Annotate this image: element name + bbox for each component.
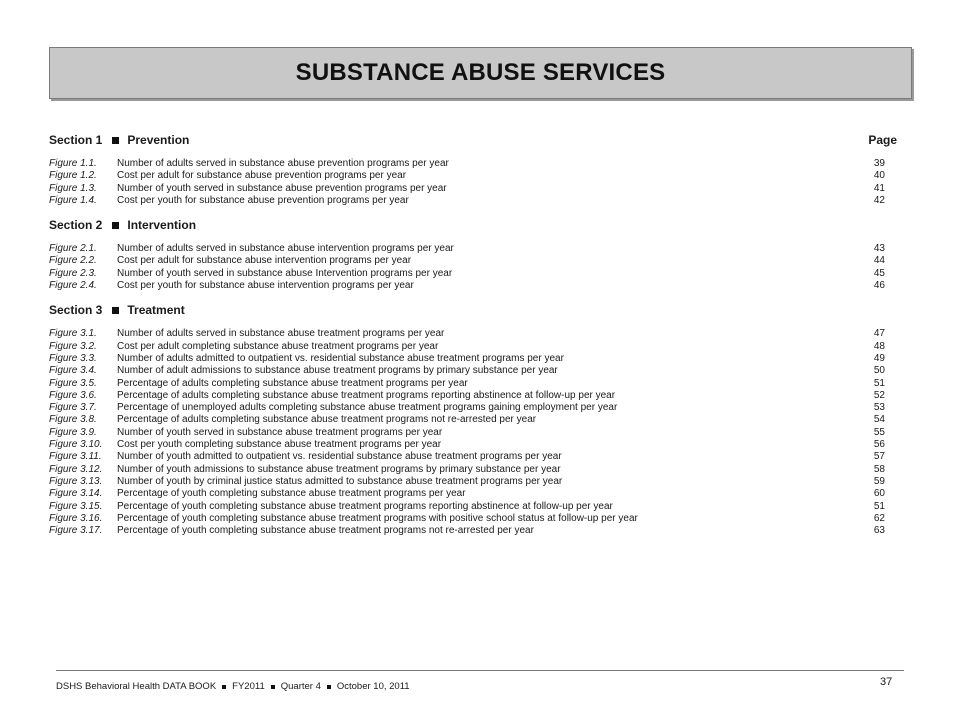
figure-title: Number of adults served in substance abuse intervention programs per year — [117, 243, 454, 255]
figure-number: Figure 3.17. — [49, 525, 103, 537]
figure-number: Figure 1.4. — [49, 194, 97, 206]
toc-entry — [49, 195, 897, 207]
figure-title: Percentage of youth completing substance abuse treatment programs with positive school status at follow-up per year — [117, 512, 638, 524]
figure-page: 63 — [873, 525, 885, 537]
figure-number: Figure 3.5. — [49, 377, 97, 389]
toc-entry — [49, 513, 897, 525]
figure-number: Figure 3.2. — [49, 340, 97, 352]
toc-entry — [49, 255, 897, 267]
toc-entry — [49, 501, 897, 513]
toc-entry — [49, 341, 897, 353]
figure-page: 55 — [873, 426, 885, 438]
figure-title: Percentage of youth completing substance abuse treatment programs not re-arrested per year — [117, 525, 534, 537]
figure-page: 43 — [873, 243, 885, 255]
figure-page: 45 — [873, 267, 885, 279]
figure-number: Figure 1.1. — [49, 158, 97, 169]
footer-date: October 10, 2011 — [336, 681, 410, 692]
footer-divider — [56, 670, 904, 671]
page-column-header: Page — [868, 133, 897, 147]
toc-entry — [49, 170, 897, 182]
toc-entry — [49, 488, 897, 500]
figure-number: Figure 1.2. — [49, 170, 97, 182]
bullet-square-icon — [222, 685, 226, 689]
footer — [56, 681, 410, 692]
figure-title: Percentage of adults completing substance abuse treatment programs reporting abstinence at follow-up per year — [117, 389, 616, 401]
figure-page: 48 — [873, 340, 885, 352]
figure-number: Figure 3.1. — [49, 328, 97, 340]
figure-title: Number of youth admitted to outpatient vs. residential substance abuse treatment programs per year — [117, 451, 562, 463]
figure-title: Number of adults served in substance abuse prevention programs per year — [117, 158, 449, 169]
page-number: 37 — [880, 676, 893, 688]
figure-page: 60 — [873, 488, 885, 500]
section-header — [49, 215, 897, 235]
bullet-square-icon — [327, 685, 331, 689]
figure-title: Cost per youth completing substance abuse treatment programs per year — [117, 439, 442, 451]
toc-entry — [49, 365, 897, 377]
section-label: Section 1 — [49, 133, 103, 147]
toc-entry — [49, 328, 897, 340]
figure-title: Percentage of youth completing substance abuse treatment programs reporting abstinence at follow-up per year — [117, 500, 613, 512]
figure-title: Cost per youth for substance abuse intervention programs per year — [117, 280, 414, 292]
figure-number: Figure 3.4. — [49, 365, 97, 377]
figure-number: Figure 3.3. — [49, 352, 97, 364]
figure-number: Figure 3.10. — [49, 439, 103, 451]
figure-title: Percentage of adults completing substance abuse treatment programs not re-arrested per year — [117, 414, 537, 426]
figure-number: Figure 3.13. — [49, 475, 103, 487]
footer-fiscal-year: FY2011 — [232, 681, 265, 692]
figure-list — [49, 243, 897, 292]
toc-entry — [49, 464, 897, 476]
bullet-square-icon — [112, 137, 119, 144]
section-label: Section 2 — [49, 218, 103, 233]
figure-number: Figure 2.3. — [49, 267, 97, 279]
figure-page: 58 — [873, 463, 885, 475]
toc-entry — [49, 414, 897, 426]
page-title: SUBSTANCE ABUSE SERVICES — [295, 59, 666, 86]
figure-page: 50 — [873, 365, 885, 377]
section-label: Section 3 — [49, 303, 103, 318]
toc-entry — [49, 378, 897, 390]
figure-title: Number of youth admissions to substance abuse treatment programs by primary substance per year — [117, 463, 561, 475]
figure-page: 42 — [873, 194, 885, 206]
figure-title: Cost per adult for substance abuse prevention programs per year — [117, 170, 407, 182]
footer-quarter: Quarter 4 — [280, 681, 321, 692]
toc-entry — [49, 268, 897, 280]
toc-entry — [49, 280, 897, 292]
figure-title: Percentage of unemployed adults completing substance abuse treatment programs gaining employment per year — [117, 402, 618, 414]
figure-number: Figure 3.11. — [49, 451, 102, 463]
bullet-square-icon — [271, 685, 275, 689]
figure-number: Figure 3.7. — [49, 402, 97, 414]
toc-entry — [49, 390, 897, 402]
figure-page: 51 — [873, 500, 885, 512]
figure-number: Figure 1.3. — [49, 182, 97, 194]
section-name: Treatment — [127, 303, 185, 318]
figure-title: Number of youth served in substance abuse Intervention programs per year — [117, 267, 453, 279]
figure-page: 53 — [873, 402, 885, 414]
figure-page: 51 — [873, 377, 885, 389]
figure-number: Figure 3.16. — [49, 512, 103, 524]
figure-number: Figure 3.14. — [49, 488, 103, 500]
toc-entry — [49, 353, 897, 365]
toc-entry — [49, 439, 897, 451]
footer-source: DSHS Behavioral Health DATA BOOK — [56, 681, 217, 692]
figure-title: Number of youth served in substance abuse treatment programs per year — [117, 426, 443, 438]
figure-page: 47 — [873, 328, 885, 340]
toc-entry — [49, 243, 897, 255]
section-name: Prevention — [127, 133, 190, 147]
figure-list — [49, 328, 897, 537]
toc-entry — [49, 476, 897, 488]
figure-number: Figure 3.12. — [49, 463, 103, 475]
figure-page: 41 — [873, 182, 885, 194]
figure-page: 39 — [873, 158, 885, 169]
toc-entry — [49, 158, 897, 170]
figure-title: Number of adult admissions to substance abuse treatment programs by primary substance per year — [117, 365, 558, 377]
figure-page: 52 — [873, 389, 885, 401]
figure-title: Number of adults admitted to outpatient vs. residential substance abuse treatment programs per year — [117, 352, 564, 364]
figure-number: Figure 2.2. — [49, 255, 97, 267]
figure-title: Cost per adult for substance abuse intervention programs per year — [117, 255, 412, 267]
figure-page: 40 — [873, 170, 885, 182]
figure-title: Number of youth by criminal justice status admitted to substance abuse treatment programs per year — [117, 475, 563, 487]
table-of-contents — [49, 126, 897, 545]
figure-page: 56 — [873, 439, 885, 451]
figure-number: Figure 3.6. — [49, 389, 97, 401]
figure-page: 44 — [873, 255, 885, 267]
toc-entry — [49, 183, 897, 195]
toc-entry — [49, 525, 897, 537]
figure-number: Figure 2.1. — [49, 243, 97, 255]
section-header — [49, 300, 897, 320]
section-header — [49, 130, 897, 150]
figure-page: 62 — [873, 512, 885, 524]
figure-number: Figure 3.15. — [49, 500, 103, 512]
section-name: Intervention — [127, 218, 197, 233]
figure-page: 49 — [873, 352, 885, 364]
figure-title: Number of youth served in substance abuse prevention programs per year — [117, 182, 447, 194]
figure-title: Cost per youth for substance abuse prevention programs per year — [117, 194, 409, 206]
bullet-square-icon — [112, 307, 119, 314]
bullet-square-icon — [112, 222, 119, 229]
figure-title: Cost per adult completing substance abuse treatment programs per year — [117, 340, 439, 352]
figure-page: 54 — [873, 414, 885, 426]
toc-entry — [49, 427, 897, 439]
figure-page: 57 — [873, 451, 885, 463]
toc-entry — [49, 451, 897, 463]
figure-number: Figure 3.8. — [49, 414, 97, 426]
figure-number: Figure 3.9. — [49, 426, 97, 438]
figure-page: 59 — [873, 475, 885, 487]
toc-entry — [49, 402, 897, 414]
figure-title: Percentage of adults completing substance abuse treatment programs per year — [117, 377, 468, 389]
figure-title: Percentage of youth completing substance abuse treatment programs per year — [117, 488, 466, 500]
figure-list — [49, 158, 897, 207]
title-banner — [49, 47, 912, 99]
figure-title: Number of adults served in substance abuse treatment programs per year — [117, 328, 445, 340]
figure-number: Figure 2.4. — [49, 280, 97, 292]
figure-page: 46 — [873, 280, 885, 292]
